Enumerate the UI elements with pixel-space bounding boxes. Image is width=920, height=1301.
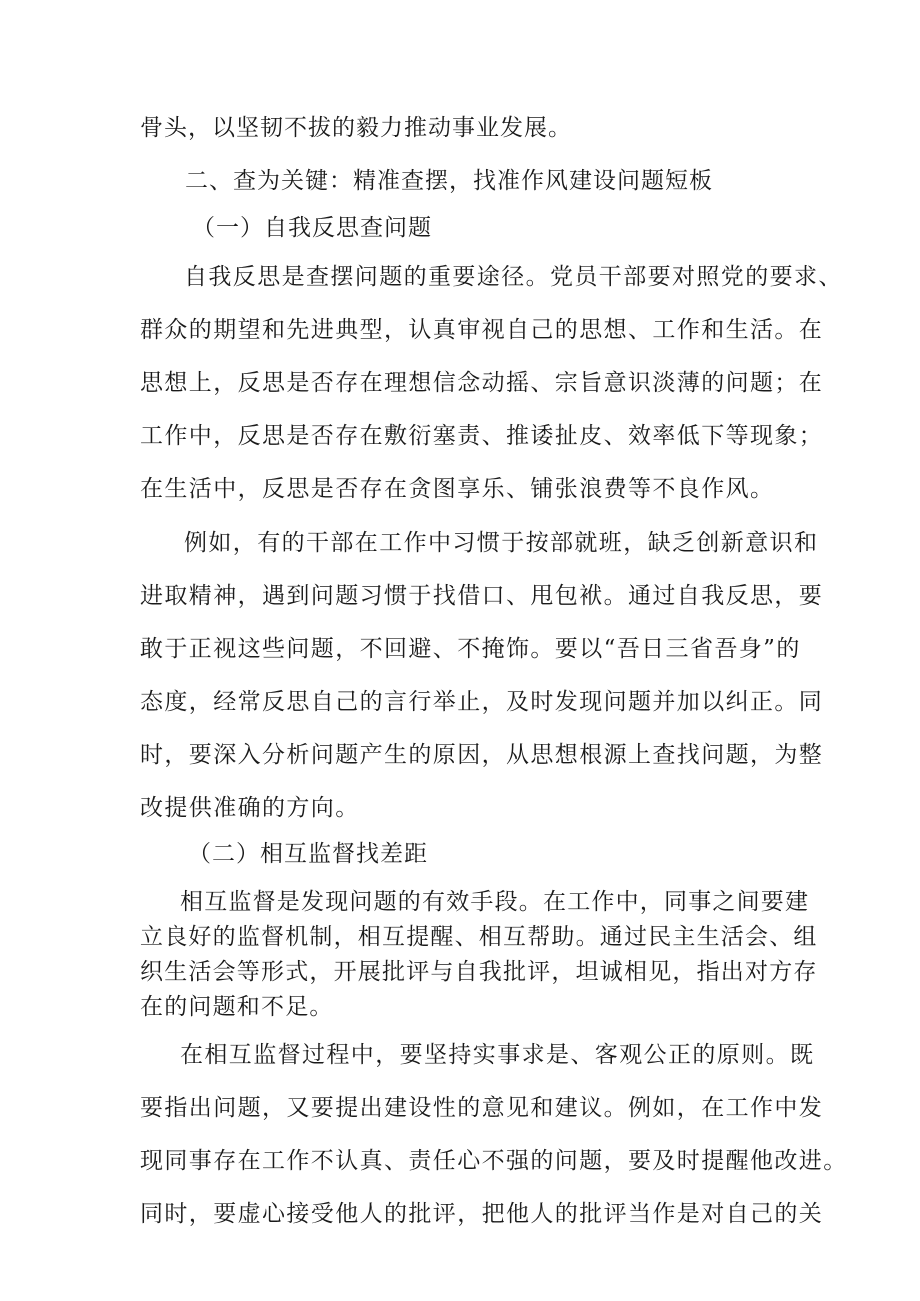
paragraph-line: 时，要深入分析问题产生的原因，从思想根源上查找问题，为整 <box>140 742 824 768</box>
paragraph-line: 敢于正视这些问题，不回避、不掩饰。要以“吾日三省吾身”的 <box>140 636 801 662</box>
paragraph-line: 同时，要虚心接受他人的批评，把他人的批评当作是对自己的关 <box>140 1201 824 1227</box>
paragraph-line: 思想上，反思是否存在理想信念动摇、宗旨意识淡薄的问题；在 <box>140 370 824 396</box>
subheading-mutual-supervision: （二）相互监督找差距 <box>188 841 428 867</box>
paragraph-line: 例如，有的干部在工作中习惯于按部就班，缺乏创新意识和 <box>184 530 819 556</box>
section-heading: 二、查为关键：精准查摆，找准作风建设问题短板 <box>185 168 713 194</box>
paragraph-line: 改提供准确的方向。 <box>140 795 360 821</box>
paragraph-line: 要指出问题，又要提出建设性的意见和建议。例如，在工作中发 <box>140 1095 824 1121</box>
paragraph-line: 进取精神，遇到问题习惯于找借口、甩包袱。通过自我反思，要 <box>140 583 824 609</box>
paragraph-line: 自我反思是查摆问题的重要途径。党员干部要对照党的要求、 <box>184 264 843 290</box>
paragraph-line: 在的问题和不足。 <box>140 994 334 1020</box>
paragraph-line: 立良好的监督机制，相互提醒、相互帮助。通过民主生活会、组 <box>140 924 818 950</box>
paragraph-line: 态度，经常反思自己的言行举止，及时发现问题并加以纠正。同 <box>140 689 824 715</box>
paragraph-line: 相互监督是发现问题的有效手段。在工作中，同事之间要建 <box>180 889 810 915</box>
paragraph-line: 织生活会等形式，开展批评与自我批评，坦诚相见，指出对方存 <box>140 959 818 985</box>
paragraph-line: 在生活中，反思是否存在贪图享乐、铺张浪费等不良作风。 <box>140 476 775 502</box>
continuation-line: 骨头，以坚韧不拔的毅力推动事业发展。 <box>140 115 572 141</box>
paragraph-line: 群众的期望和先进典型，认真审视自己的思想、工作和生活。在 <box>140 317 824 343</box>
paragraph-line: 在相互监督过程中，要坚持实事求是、客观公正的原则。既 <box>180 1042 815 1068</box>
paragraph-line: 工作中，反思是否存在敷衍塞责、推诿扯皮、效率低下等现象； <box>140 423 824 449</box>
paragraph-line: 现同事存在工作不认真、责任心不强的问题，要及时提醒他改进。 <box>140 1148 848 1174</box>
subheading-self-reflection: （一）自我反思查问题 <box>192 215 432 241</box>
